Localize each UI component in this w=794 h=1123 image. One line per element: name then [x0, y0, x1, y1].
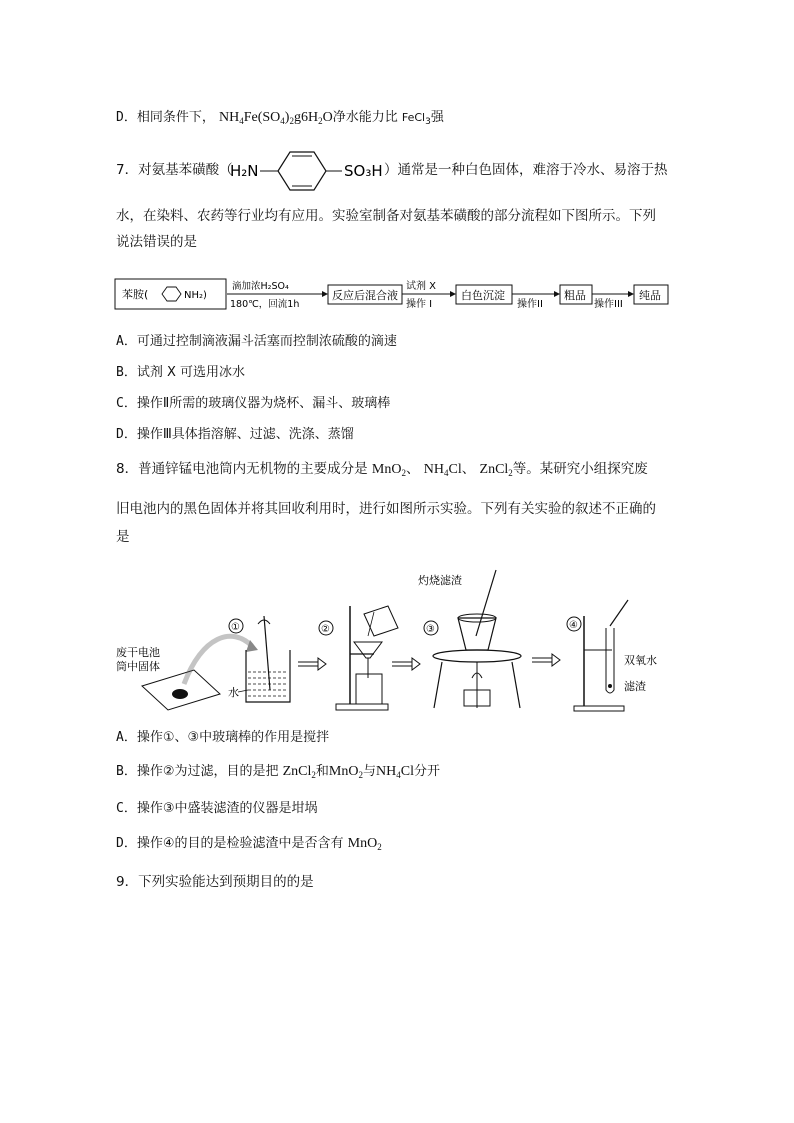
flow-box1-sub: NH₂)	[184, 290, 207, 301]
q8-option-c: C．操作③中盛装滤渣的仪器是坩埚	[116, 801, 318, 816]
formula-nh4fe-so4-2: $NH_4Fe(SO_4)_2g6H_2O$	[218, 110, 333, 126]
black-solid	[172, 689, 188, 699]
flow-box5: 纯品	[639, 289, 661, 302]
flow-box1: 苯胺(	[122, 288, 149, 301]
label-battery-2: 筒中固体	[116, 660, 160, 673]
flow-arrow1-top: 滴加浓H₂SO₄	[232, 281, 289, 292]
svg-text:①: ①	[231, 622, 240, 633]
q8-option-a: A．操作①、③中玻璃棒的作用是搅拌	[116, 730, 330, 745]
sulfanilic-acid-structure	[226, 146, 386, 196]
flow-box4: 粗品	[564, 289, 586, 302]
struct-left-label: H₂N	[230, 162, 259, 180]
flow-arrow2-bottom: 操作 I	[406, 299, 433, 310]
question-number: 7．	[116, 162, 139, 178]
q7-option-c: C．操作Ⅱ所需的玻璃仪器为烧杯、漏斗、玻璃棒	[116, 396, 391, 411]
q7-stem-line1: 7．对氨基苯磺酸（	[116, 162, 233, 178]
q8-apparatus-figure	[112, 566, 672, 716]
formula-fecl3: FeCl$_3$	[401, 111, 431, 127]
label-burn: 灼烧滤渣	[418, 574, 462, 587]
q8-option-d: D．操作④的目的是检验滤渣中是否含有 MnO$_2$	[116, 836, 382, 852]
q9-stem: 9．下列实验能达到预期目的的是	[116, 874, 314, 890]
question-number: 8．	[116, 461, 139, 477]
struct-right-label: SO₃H	[344, 162, 383, 180]
svg-text:④: ④	[569, 620, 578, 631]
svg-text:③: ③	[426, 624, 435, 635]
q7-stem-line2: 水，在染料、农药等行业均有应用。实验室制备对氨基苯磺酸的部分流程如下图所示。下列	[116, 208, 656, 224]
q7-option-b: B．试剂 X 可选用冰水	[116, 365, 245, 380]
svg-text:②: ②	[321, 624, 330, 635]
option-label: D．	[116, 110, 137, 125]
q8-stem-line3: 是	[116, 529, 130, 545]
flow-arrow3-bottom: 操作II	[517, 299, 543, 310]
flow-arrow2-top: 试剂 X	[406, 281, 437, 292]
q6-option-d: D．相同条件下， $NH_4Fe(SO_4)_2g6H_2O$净水能力比 FeCl$_3$强	[116, 110, 444, 127]
q7-flow-chart	[114, 276, 674, 316]
q7-stem-line3: 说法错误的是	[116, 234, 197, 250]
flow-box3: 白色沉淀	[461, 289, 505, 302]
flow-arrow4-bottom: 操作III	[594, 299, 623, 310]
label-residue: 滤渣	[624, 680, 646, 693]
label-water: 水	[228, 686, 239, 699]
q7-option-d: D．操作Ⅲ具体指溶解、过滤、洗涤、蒸馏	[116, 427, 354, 442]
flow-box2: 反应后混合液	[332, 289, 398, 302]
q7-stem-line1-cont: ）通常是一种白色固体，难溶于冷水、易溶于热	[384, 162, 668, 178]
q8-stem-line1: 8．普通锌锰电池筒内无机物的主要成分是 MnO$_2$、 $NH_4Cl$、 ZnCl$_2$等。某研究小组探究废	[116, 461, 648, 478]
label-battery-1: 废干电池	[116, 646, 160, 659]
q7-option-a: A．可通过控制滴液漏斗活塞而控制浓硫酸的滴速	[116, 334, 397, 349]
flow-arrow1-bottom: 180℃，回流1h	[230, 299, 300, 310]
q8-option-b: B．操作②为过滤，目的是把 ZnCl$_2$和MnO$_2$与$NH_4Cl$分开	[116, 764, 440, 780]
question-number: 9．	[116, 874, 139, 890]
label-h2o2: 双氧水	[624, 654, 657, 667]
q8-stem-line2: 旧电池内的黑色固体并将其回收利用时，进行如图所示实验。下列有关实验的叙述不正确的	[116, 501, 656, 517]
